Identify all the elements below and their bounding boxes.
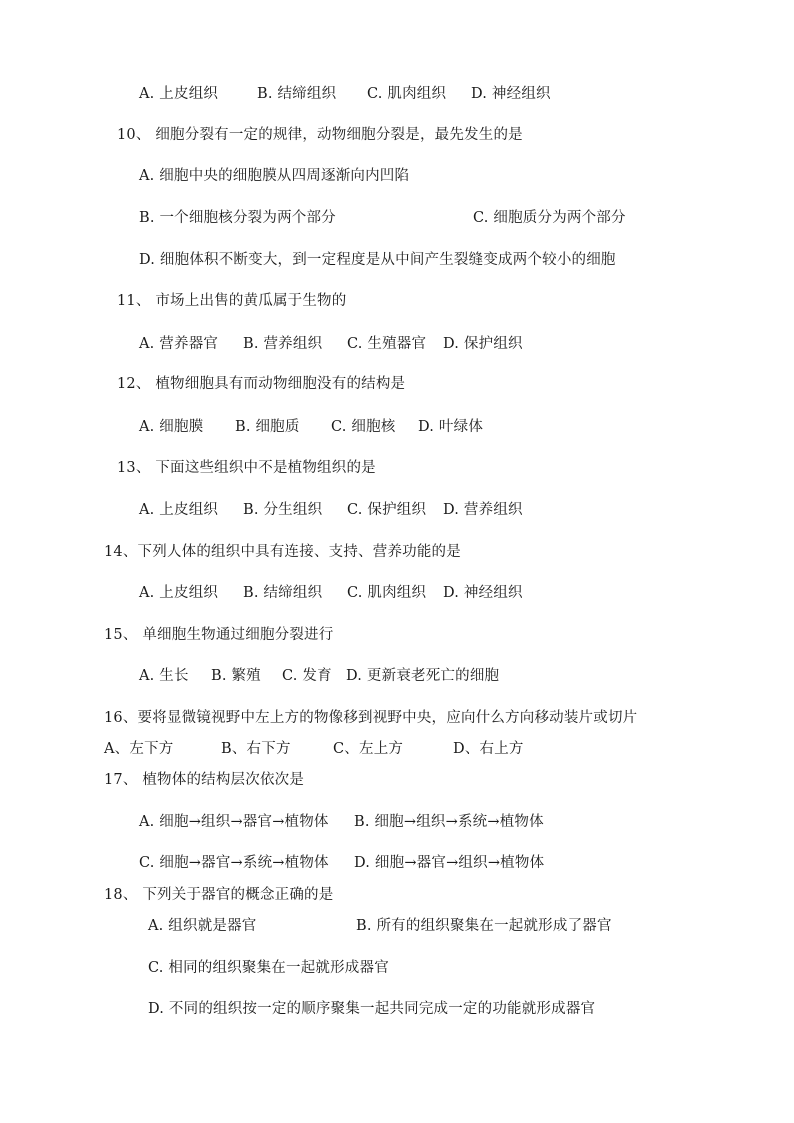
q17-option-c: C. 细胞→器官→系统→植物体 xyxy=(139,855,329,871)
q10-options-row-bc xyxy=(139,209,626,227)
q16-option-a: A、左下方 xyxy=(104,741,174,757)
q10-option-b: B. 一个细胞核分裂为两个部分 xyxy=(139,210,336,226)
q13-option-a: A. 上皮组织 xyxy=(139,502,219,518)
q17-stem: 17、 植物体的结构层次依次是 xyxy=(104,772,305,788)
q14-options-row xyxy=(139,584,523,602)
q17-option-a: A. 细胞→组织→器官→植物体 xyxy=(139,814,329,830)
q10-option-a: A. 细胞中央的细胞膜从四周逐渐向内凹陷 xyxy=(139,168,410,184)
q13-option-b: B. 分生组织 xyxy=(243,502,323,518)
q13-options-row xyxy=(139,501,523,519)
q10-stem: 10、 细胞分裂有一定的规律，动物细胞分裂是，最先发生的是 xyxy=(117,127,523,143)
q12-stem: 12、 植物细胞具有而动物细胞没有的结构是 xyxy=(117,376,406,392)
q17-options-row-cd xyxy=(139,854,544,872)
q9-options-row xyxy=(139,85,551,103)
q11-option-d: D. 保护组织 xyxy=(443,336,523,352)
q15-option-c: C. 发育 xyxy=(282,668,332,684)
q12-option-d: D. 叶绿体 xyxy=(418,419,484,435)
q11-option-c: C. 生殖器官 xyxy=(347,336,427,352)
q18-option-d: D. 不同的组织按一定的顺序聚集一起共同完成一定的功能就形成器官 xyxy=(148,1001,596,1017)
q11-option-a: A. 营养器官 xyxy=(139,336,219,352)
q15-options-row xyxy=(139,667,499,685)
q18-options-row-ab xyxy=(148,917,612,935)
q11-options-row xyxy=(139,335,523,353)
q13-option-d: D. 营养组织 xyxy=(443,502,523,518)
q10-option-d: D. 细胞体积不断变大，到一定程度是从中间产生裂缝变成两个较小的细胞 xyxy=(139,252,616,268)
q10-option-c: C. 细胞质分为两个部分 xyxy=(473,210,626,226)
q16-option-d: D、右上方 xyxy=(453,741,524,757)
q15-stem: 15、 单细胞生物通过细胞分裂进行 xyxy=(104,627,334,643)
q9-option-b: B. 结缔组织 xyxy=(257,86,337,102)
q17-option-b: B. 细胞→组织→系统→植物体 xyxy=(354,814,544,830)
q15-option-d: D. 更新衰老死亡的细胞 xyxy=(346,668,500,684)
q16-options-row xyxy=(104,740,524,758)
q18-option-c: C. 相同的组织聚集在一起就形成器官 xyxy=(148,960,389,976)
q14-option-b: B. 结缔组织 xyxy=(243,585,323,601)
q17-options-row-ab xyxy=(139,813,544,831)
q13-option-c: C. 保护组织 xyxy=(347,502,427,518)
q11-stem: 11、 市场上出售的黄瓜属于生物的 xyxy=(117,293,347,309)
q17-option-d: D. 细胞→器官→组织→植物体 xyxy=(354,855,545,871)
q12-option-b: B. 细胞质 xyxy=(235,419,300,435)
q14-option-d: D. 神经组织 xyxy=(443,585,523,601)
q18-stem: 18、 下列关于器官的概念正确的是 xyxy=(104,887,334,903)
q18-option-a: A. 组织就是器官 xyxy=(148,918,257,934)
q14-option-c: C. 肌肉组织 xyxy=(347,585,427,601)
q14-stem: 14、下列人体的组织中具有连接、支持、营养功能的是 xyxy=(104,544,461,560)
q9-option-a: A. 上皮组织 xyxy=(139,86,219,102)
q15-option-a: A. 生长 xyxy=(139,668,189,684)
q9-option-c: C. 肌肉组织 xyxy=(367,86,447,102)
q16-stem: 16、要将显微镜视野中左上方的物像移到视野中央，应向什么方向移动装片或切片 xyxy=(104,710,638,726)
q12-option-a: A. 细胞膜 xyxy=(139,419,204,435)
q12-options-row xyxy=(139,418,483,436)
q15-option-b: B. 繁殖 xyxy=(211,668,261,684)
q11-option-b: B. 营养组织 xyxy=(243,336,323,352)
q18-option-b: B. 所有的组织聚集在一起就形成了器官 xyxy=(356,918,612,934)
q16-option-c: C、左上方 xyxy=(333,741,404,757)
q16-option-b: B、右下方 xyxy=(221,741,291,757)
q12-option-c: C. 细胞核 xyxy=(331,419,396,435)
q13-stem: 13、 下面这些组织中不是植物组织的是 xyxy=(117,460,376,476)
q9-option-d: D. 神经组织 xyxy=(471,86,551,102)
q14-option-a: A. 上皮组织 xyxy=(139,585,219,601)
